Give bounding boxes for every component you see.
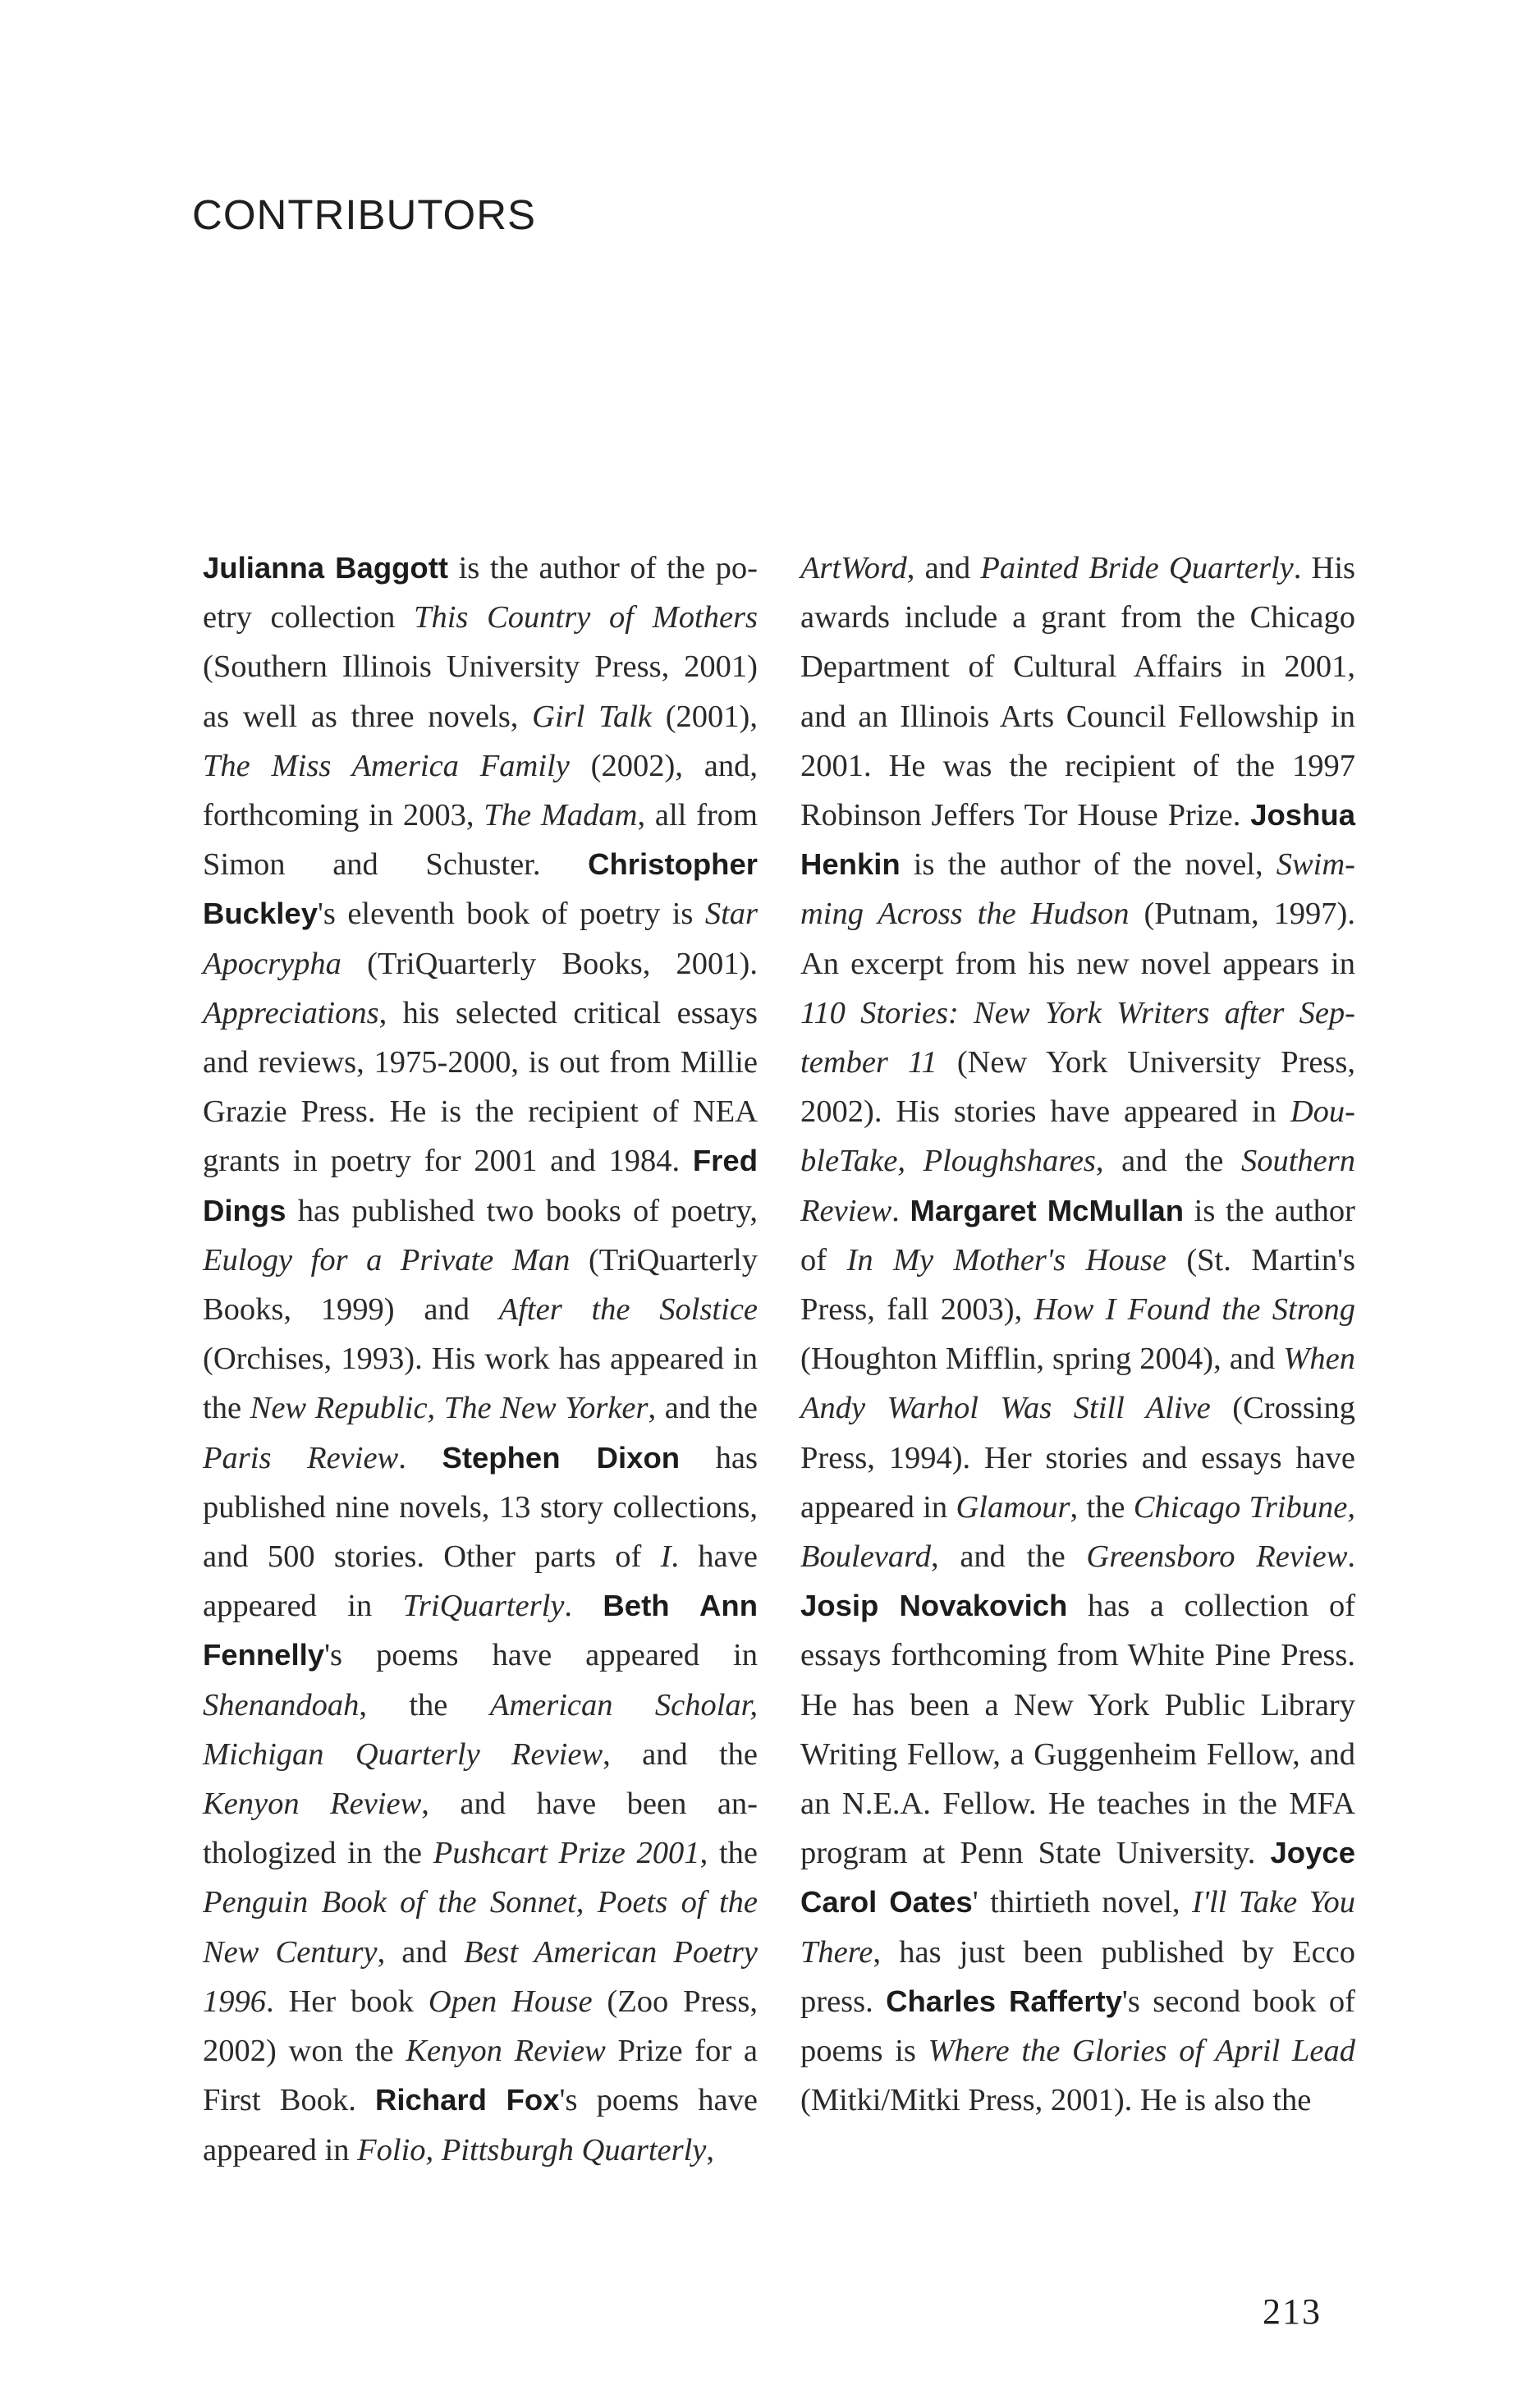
- book-title: This Country of Mothers: [414, 600, 759, 635]
- bio-text: , and the: [1095, 1144, 1241, 1179]
- bio-text: is the author of the poetry collection: [203, 551, 758, 635]
- book-title: Swimming Across the Hudson: [800, 847, 1355, 932]
- bio-text: .: [564, 1589, 603, 1624]
- bio-text: (TriQuarterly Books, 1999) and: [203, 1242, 758, 1328]
- contributor-name: Margaret McMullan: [910, 1193, 1185, 1227]
- bio-text: .: [1347, 1539, 1355, 1575]
- bio-text: , the: [359, 1687, 490, 1722]
- bio-text: (Orchises, 1993). His work has appeared in the: [203, 1342, 758, 1426]
- bio-text: 's poems have appeared in: [203, 2083, 758, 2167]
- publication-title: Greensboro Review: [1086, 1539, 1348, 1575]
- contributor-name: Stephen Dixon: [442, 1440, 681, 1475]
- bio-text: ' thirtieth novel,: [972, 1885, 1192, 1920]
- bio-text: . His awards include a grant from the Chicago Department of Cultural Affairs in 2001, and an Illinois Arts Council Fellowship in 2001. He was the recipient of the 1997 Robinson Jeffers Tor House Prize.: [800, 551, 1355, 833]
- contributor-name: Richard Fox: [375, 2083, 560, 2117]
- contributor-name: Charles Rafferty: [886, 1984, 1122, 2018]
- publication-title: Southern Review: [800, 1144, 1355, 1228]
- bio-text: (Houghton Mifflin, spring 2004), and: [800, 1342, 1284, 1377]
- book-title: I'll Take You There: [800, 1885, 1355, 1970]
- book-title: After the Solstice: [498, 1292, 758, 1328]
- bio-text: (St. Martin's Press, fall 2003),: [800, 1242, 1355, 1328]
- book-title: Best American Poetry 1996: [203, 1934, 759, 2019]
- publication-title: Kenyon Review: [203, 1787, 422, 1822]
- contributor-name: Joyce Carol Oates: [800, 1836, 1355, 1920]
- bio-text: (2002), and, forthcoming in 2003,: [203, 748, 759, 833]
- book-title: Eulogy for a Private Man: [203, 1242, 571, 1277]
- book-title: The Miss America Family: [203, 748, 570, 783]
- bio-text: Prize for a First Book.: [203, 2034, 758, 2118]
- bio-text: (TriQuarterly Books, 2001).: [341, 946, 758, 981]
- contributor-name: Joshua Henkin: [800, 798, 1355, 882]
- bio-text: 's eleventh book of poetry is: [318, 897, 705, 932]
- publication-title: American Scholar, Michigan Quarterly Review: [203, 1687, 758, 1772]
- bio-text: , and the: [930, 1539, 1087, 1575]
- bio-text: (2001),: [652, 699, 758, 734]
- publication-title: DoubleTake, Ploughshares: [800, 1094, 1355, 1179]
- contributor-name: Julianna Baggott: [203, 551, 449, 585]
- bio-text: , and: [906, 551, 981, 585]
- publication-title: Painted Bride Quarterly: [980, 551, 1294, 585]
- contributors-column-right: [800, 544, 1355, 2126]
- publication-title: TriQuarterly: [402, 1589, 565, 1624]
- book-title: 110 Stories: New York Writers after September 11: [800, 995, 1355, 1080]
- bio-text: (Mitki/Mitki Press, 2001). He is also the: [800, 2083, 1312, 2118]
- book-title: Penguin Book of the Sonnet, Poets of the New Century: [203, 1885, 758, 1970]
- publication-title: Kenyon Review: [406, 2034, 606, 2069]
- contributor-name: Beth Ann Fennelly: [203, 1589, 759, 1672]
- book-title: Where the Glories of April Lead: [928, 2034, 1355, 2069]
- publication-title: Folio, Pittsburgh Quarterly: [357, 2132, 707, 2167]
- book-title: When Andy Warhol Was Still Alive: [800, 1342, 1355, 1426]
- contributor-name: Fred Dings: [203, 1144, 758, 1227]
- bio-text: , the: [1070, 1489, 1134, 1525]
- publication-title: Glamour: [956, 1489, 1070, 1525]
- bio-text: , and the: [648, 1391, 759, 1426]
- book-title: Girl Talk: [532, 699, 652, 734]
- contributors-column-left: [203, 544, 758, 2175]
- bio-text: ,: [706, 2132, 715, 2167]
- publication-title: ArtWord: [800, 551, 907, 585]
- publication-title: New Republic, The New Yorker: [250, 1391, 649, 1426]
- bio-text: , and have been anthologized in the: [203, 1787, 758, 1871]
- bio-text: (Putnam, 1997). An excerpt from his new novel appears in: [800, 897, 1356, 981]
- bio-text: is the author of: [800, 1193, 1355, 1277]
- bio-text: (Southern Illinois University Press, 2001) as well as three novels,: [203, 649, 758, 734]
- bio-text: .: [398, 1440, 442, 1475]
- contributor-name: Christopher Buckley: [203, 847, 758, 931]
- bio-text: , his selected critical essays and reviews, 1975-2000, is out from Millie Grazie Press. He is the recipient of NEA grants in poetry for 2001 and 1984.: [203, 995, 758, 1179]
- page-title: CONTRIBUTORS: [192, 191, 537, 238]
- publication-title: Shenandoah: [203, 1687, 360, 1722]
- book-title: The Madam: [484, 798, 638, 833]
- book-title: Pushcart Prize 2001: [433, 1836, 700, 1871]
- book-title: How I Found the Strong: [1034, 1292, 1355, 1328]
- publication-title: Paris Review: [203, 1440, 399, 1475]
- bio-text: , has just been published by Ecco press.: [800, 1934, 1355, 2019]
- book-title: In My Mother's House: [846, 1242, 1166, 1277]
- publication-title: Chicago Tribune, Boulevard: [800, 1489, 1355, 1575]
- bio-text: (Zoo Press, 2002) won the: [203, 1984, 758, 2069]
- bio-text: is the author of the novel,: [900, 847, 1276, 883]
- bio-text: 's second book of poems is: [800, 1984, 1356, 2069]
- bio-text: has a collection of essays forthcoming from White Pine Press. He has been a New York Public Library Writing Fellow, a Guggenheim Fellow, and an N.E.A. Fellow. He teaches in the MFA program at Penn State University.: [800, 1589, 1356, 1871]
- bio-text: (Crossing Press, 1994). Her stories and essays have appeared in: [800, 1391, 1356, 1525]
- book-title: Appreciations: [203, 995, 379, 1030]
- bio-text: .: [891, 1193, 910, 1228]
- bio-text: . Her book: [266, 1984, 429, 2019]
- book-title: I: [660, 1539, 671, 1575]
- page-number: 213: [1263, 2291, 1322, 2332]
- bio-text: has published two books of poetry,: [286, 1193, 758, 1228]
- bio-text: , and: [377, 1934, 464, 1970]
- book-title: Star Apocrypha: [203, 897, 758, 981]
- bio-text: . have appeared in: [203, 1539, 758, 1624]
- bio-text: , all from Simon and Schuster.: [203, 798, 758, 883]
- bio-text: , the: [699, 1836, 758, 1871]
- contributor-name: Josip Novakovich: [800, 1589, 1068, 1623]
- bio-text: has published nine novels, 13 story collections, and 500 stories. Other parts of: [203, 1440, 758, 1575]
- bio-text: 's poems have appeared in: [324, 1638, 758, 1673]
- book-title: Open House: [428, 1984, 593, 2019]
- bio-text: , and the: [603, 1736, 758, 1772]
- bio-text: (New York University Press, 2002). His stories have appeared in: [800, 1045, 1355, 1130]
